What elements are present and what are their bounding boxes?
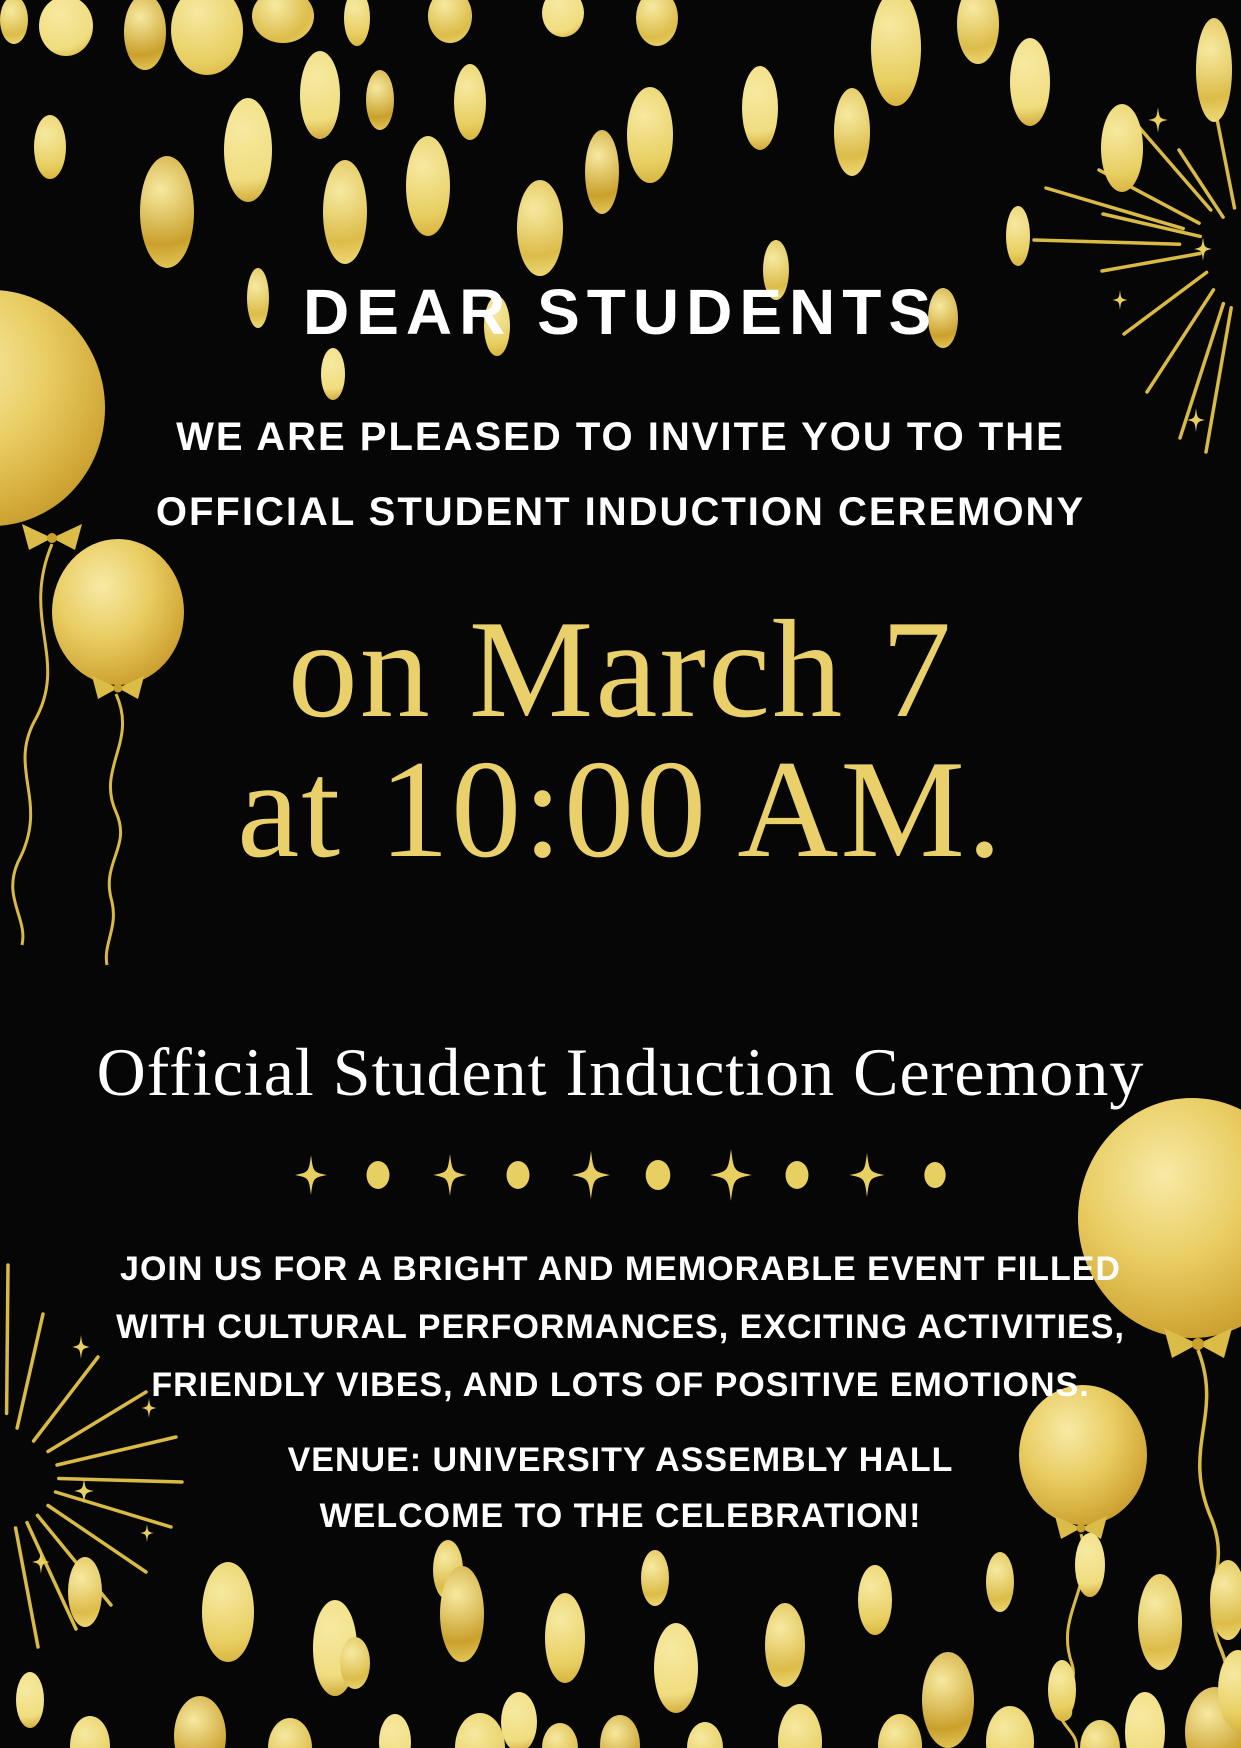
- confetti-dot: [379, 1714, 411, 1748]
- confetti-dot: [957, 0, 999, 64]
- confetti-dot: [1010, 38, 1050, 126]
- confetti-dot: [268, 1718, 312, 1748]
- confetti-dot: [878, 1714, 922, 1748]
- confetti-dot: [858, 1565, 892, 1635]
- greeting-heading: DEAR STUDENTS: [302, 276, 939, 348]
- sparkle-divider: [0, 1140, 1241, 1216]
- venue-line: VENUE: UNIVERSITY ASSEMBLY HALL: [287, 1441, 954, 1479]
- divider-star-icon: [710, 1149, 752, 1201]
- confetti-dot: [300, 51, 340, 139]
- invite-text: [0, 400, 1241, 550]
- confetti-dot: [454, 64, 486, 140]
- divider-star-icon: [572, 1151, 610, 1199]
- event-datetime: [0, 592, 1241, 887]
- confetti-dot: [1006, 206, 1030, 266]
- event-name: Official Student Induction Ceremony: [96, 1034, 1145, 1110]
- divider-star-icon: [295, 1155, 327, 1195]
- confetti-dot: [1080, 1720, 1120, 1748]
- confetti-dot: [455, 1713, 505, 1748]
- confetti-dot: [654, 1623, 698, 1713]
- confetti-dot: [834, 88, 870, 176]
- confetti-dot: [16, 1672, 44, 1728]
- confetti-dot: [202, 1562, 254, 1662]
- welcome-line: WELCOME TO THE CELEBRATION!: [319, 1497, 922, 1535]
- confetti-dot: [171, 0, 243, 75]
- confetti-dot: [224, 98, 272, 202]
- confetti-dot: [323, 160, 367, 264]
- confetti-dot: [641, 1550, 669, 1606]
- confetti-dot: [344, 0, 370, 46]
- divider-dot-icon: [786, 1161, 809, 1189]
- confetti-dot: [585, 130, 619, 214]
- confetti-dot: [636, 0, 678, 46]
- divider-star-icon: [433, 1154, 467, 1196]
- confetti-dot: [545, 1593, 585, 1683]
- confetti-dot: [428, 0, 472, 43]
- event-time: at 10:00 AM.: [237, 732, 1004, 887]
- confetti-dot: [986, 1552, 1014, 1612]
- confetti-dot: [68, 1557, 102, 1627]
- confetti-dot: [1210, 1560, 1241, 1640]
- confetti-dot: [0, 0, 28, 44]
- confetti-dot: [687, 1722, 723, 1748]
- confetti-dot: [124, 0, 166, 70]
- confetti-dot: [1101, 104, 1143, 192]
- divider-dot-icon: [924, 1162, 945, 1188]
- venue-text: [0, 1432, 1241, 1544]
- confetti-dot: [542, 1723, 578, 1748]
- confetti-dot: [140, 156, 194, 268]
- confetti-dot: [765, 1603, 805, 1687]
- description-line-1: JOIN US FOR A BRIGHT AND MEMORABLE EVENT FILLED: [120, 1250, 1121, 1288]
- confetti-dot: [1125, 1692, 1165, 1748]
- confetti-dot: [70, 1716, 110, 1748]
- confetti-dot: [627, 87, 673, 183]
- confetti-dot: [34, 115, 66, 179]
- description-line-3: FRIENDLY VIBES, AND LOTS OF POSITIVE EMOTIONS.: [151, 1366, 1090, 1404]
- confetti-dot: [252, 0, 314, 43]
- confetti-dot: [986, 1706, 1034, 1748]
- confetti-dot: [542, 0, 584, 37]
- invite-line-2: OFFICIAL STUDENT INDUCTION CEREMONY: [155, 490, 1086, 534]
- confetti-dot: [39, 0, 93, 56]
- confetti-dot: [1138, 1574, 1182, 1670]
- confetti-dot: [406, 136, 450, 236]
- confetti-dot: [174, 1696, 226, 1748]
- divider-dot-icon: [367, 1161, 390, 1189]
- event-date: on March 7: [287, 592, 954, 747]
- divider-star-icon: [849, 1153, 884, 1197]
- confetti-dot: [871, 0, 921, 106]
- event-description: [0, 1240, 1241, 1414]
- confetti-dot: [501, 1692, 537, 1748]
- confetti-dot: [778, 1704, 822, 1748]
- divider-dot-icon: [507, 1161, 530, 1189]
- confetti-dot: [440, 1566, 484, 1662]
- confetti-dot: [922, 1652, 974, 1748]
- confetti-dot: [340, 1637, 370, 1689]
- description-line-2: WITH CULTURAL PERFORMANCES, EXCITING ACTIVITIES,: [116, 1308, 1125, 1346]
- confetti-dot: [366, 70, 394, 130]
- divider-dot-icon: [646, 1160, 671, 1190]
- invite-line-1: WE ARE PLEASED TO INVITE YOU TO THE: [176, 415, 1065, 459]
- confetti-dot: [517, 180, 563, 276]
- confetti-dot: [600, 1715, 640, 1748]
- confetti-dot: [321, 348, 345, 400]
- confetti-dot: [1048, 1660, 1076, 1720]
- confetti-dot: [742, 66, 778, 150]
- confetti-dot: [1196, 18, 1232, 122]
